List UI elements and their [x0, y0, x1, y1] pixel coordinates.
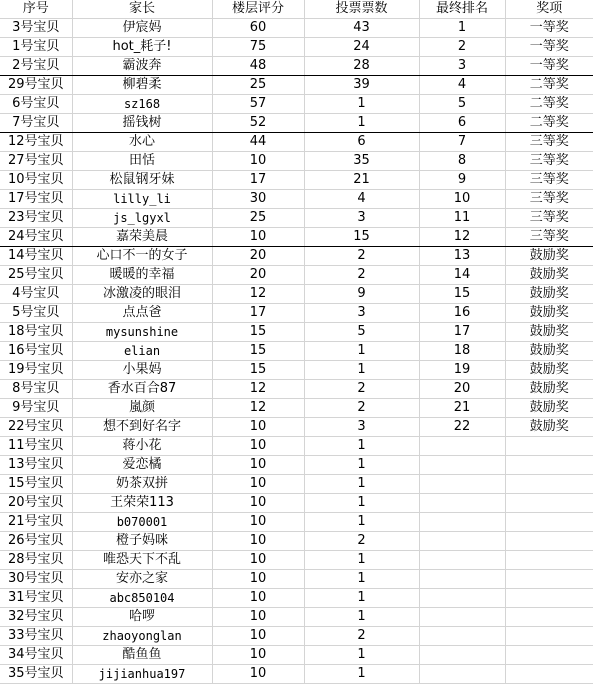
cell-parent[interactable]: 摇钱树 [72, 114, 212, 133]
cell-floor-score[interactable]: 12 [212, 285, 304, 304]
cell-floor-score[interactable]: 25 [212, 76, 304, 95]
cell-award[interactable]: 鼓励奖 [505, 323, 593, 342]
cell-award[interactable]: 三等奖 [505, 209, 593, 228]
cell-rank[interactable]: 16 [419, 304, 505, 323]
cell-votes[interactable]: 2 [304, 380, 419, 399]
cell-floor-score[interactable]: 12 [212, 380, 304, 399]
cell-award[interactable]: 三等奖 [505, 171, 593, 190]
cell-parent[interactable]: zhaoyonglan [72, 627, 212, 646]
cell-parent[interactable]: 王荣荣113 [72, 494, 212, 513]
header-row [0, 0, 593, 19]
cell-floor-score[interactable]: 48 [212, 57, 304, 76]
cell-seq[interactable]: 1号宝贝 [0, 38, 72, 57]
cell-seq[interactable]: 31号宝贝 [0, 589, 72, 608]
cell-parent[interactable]: 水心 [72, 133, 212, 152]
cell-parent[interactable]: 田恬 [72, 152, 212, 171]
header-floor-score[interactable]: 楼层评分 [212, 0, 304, 19]
cell-rank[interactable]: 15 [419, 285, 505, 304]
cell-seq[interactable]: 29号宝贝 [0, 76, 72, 95]
cell-rank[interactable]: 11 [419, 209, 505, 228]
cell-rank[interactable] [419, 551, 505, 570]
cell-rank[interactable]: 3 [419, 57, 505, 76]
cell-seq[interactable]: 5号宝贝 [0, 304, 72, 323]
cell-floor-score[interactable]: 10 [212, 513, 304, 532]
table-row [0, 456, 593, 475]
cell-seq[interactable]: 34号宝贝 [0, 646, 72, 665]
cell-votes[interactable]: 1 [304, 456, 419, 475]
cell-votes[interactable]: 28 [304, 57, 419, 76]
cell-rank[interactable] [419, 475, 505, 494]
table-row [0, 380, 593, 399]
cell-parent[interactable]: elian [72, 342, 212, 361]
cell-rank[interactable]: 1 [419, 19, 505, 38]
cell-seq[interactable]: 6号宝贝 [0, 95, 72, 114]
cell-parent[interactable]: 嵐颜 [72, 399, 212, 418]
cell-floor-score[interactable]: 10 [212, 532, 304, 551]
cell-seq[interactable]: 23号宝贝 [0, 209, 72, 228]
cell-seq[interactable]: 14号宝贝 [0, 247, 72, 266]
cell-votes[interactable]: 1 [304, 95, 419, 114]
cell-votes[interactable]: 9 [304, 285, 419, 304]
cell-seq[interactable]: 27号宝贝 [0, 152, 72, 171]
cell-award[interactable]: 二等奖 [505, 114, 593, 133]
table-row [0, 228, 593, 247]
cell-votes[interactable]: 2 [304, 399, 419, 418]
table-row [0, 171, 593, 190]
cell-seq[interactable]: 4号宝贝 [0, 285, 72, 304]
cell-seq[interactable]: 12号宝贝 [0, 133, 72, 152]
cell-seq[interactable]: 21号宝贝 [0, 513, 72, 532]
cell-award[interactable]: 三等奖 [505, 133, 593, 152]
table-row [0, 570, 593, 589]
cell-award[interactable]: 鼓励奖 [505, 266, 593, 285]
cell-floor-score[interactable]: 10 [212, 228, 304, 247]
table-row [0, 247, 593, 266]
cell-rank[interactable]: 8 [419, 152, 505, 171]
cell-votes[interactable]: 2 [304, 532, 419, 551]
cell-floor-score[interactable]: 10 [212, 437, 304, 456]
cell-rank[interactable]: 4 [419, 76, 505, 95]
cell-votes[interactable]: 2 [304, 266, 419, 285]
cell-rank[interactable] [419, 532, 505, 551]
cell-floor-score[interactable]: 10 [212, 646, 304, 665]
cell-votes[interactable]: 1 [304, 570, 419, 589]
table-row [0, 152, 593, 171]
cell-floor-score[interactable]: 15 [212, 342, 304, 361]
cell-votes[interactable]: 6 [304, 133, 419, 152]
cell-award[interactable] [505, 589, 593, 608]
cell-rank[interactable]: 22 [419, 418, 505, 437]
cell-parent[interactable]: mysunshine [72, 323, 212, 342]
cell-award[interactable]: 二等奖 [505, 95, 593, 114]
cell-floor-score[interactable]: 10 [212, 475, 304, 494]
table-row [0, 342, 593, 361]
table-row [0, 209, 593, 228]
table-row [0, 437, 593, 456]
table-row [0, 399, 593, 418]
table-row [0, 532, 593, 551]
cell-parent[interactable]: 点点爸 [72, 304, 212, 323]
cell-seq[interactable]: 35号宝贝 [0, 665, 72, 684]
cell-parent[interactable]: 暖暖的幸福 [72, 266, 212, 285]
cell-rank[interactable] [419, 608, 505, 627]
cell-seq[interactable]: 22号宝贝 [0, 418, 72, 437]
cell-parent[interactable]: 安亦之家 [72, 570, 212, 589]
cell-award[interactable]: 鼓励奖 [505, 361, 593, 380]
cell-award[interactable]: 鼓励奖 [505, 304, 593, 323]
cell-seq[interactable]: 10号宝贝 [0, 171, 72, 190]
table-row [0, 57, 593, 76]
cell-floor-score[interactable]: 75 [212, 38, 304, 57]
cell-parent[interactable]: 酷鱼鱼 [72, 646, 212, 665]
table-row [0, 190, 593, 209]
cell-award[interactable]: 三等奖 [505, 152, 593, 171]
cell-seq[interactable]: 11号宝贝 [0, 437, 72, 456]
cell-votes[interactable]: 1 [304, 665, 419, 684]
cell-votes[interactable]: 21 [304, 171, 419, 190]
cell-parent[interactable]: 冰激凌的眼泪 [72, 285, 212, 304]
cell-floor-score[interactable]: 10 [212, 570, 304, 589]
cell-votes[interactable]: 1 [304, 494, 419, 513]
cell-rank[interactable]: 13 [419, 247, 505, 266]
cell-floor-score[interactable]: 17 [212, 171, 304, 190]
cell-seq[interactable]: 9号宝贝 [0, 399, 72, 418]
cell-floor-score[interactable]: 15 [212, 361, 304, 380]
cell-parent[interactable]: abc850104 [72, 589, 212, 608]
cell-rank[interactable] [419, 627, 505, 646]
cell-parent[interactable]: 心口不一的女子 [72, 247, 212, 266]
cell-rank[interactable]: 17 [419, 323, 505, 342]
cell-floor-score[interactable]: 60 [212, 19, 304, 38]
cell-floor-score[interactable]: 30 [212, 190, 304, 209]
cell-rank[interactable] [419, 589, 505, 608]
table-row [0, 608, 593, 627]
cell-award[interactable]: 三等奖 [505, 190, 593, 209]
cell-seq[interactable]: 30号宝贝 [0, 570, 72, 589]
cell-floor-score[interactable]: 10 [212, 456, 304, 475]
cell-seq[interactable]: 28号宝贝 [0, 551, 72, 570]
cell-award[interactable] [505, 456, 593, 475]
cell-parent[interactable]: 嘉荣美晨 [72, 228, 212, 247]
cell-votes[interactable]: 1 [304, 437, 419, 456]
table-row [0, 285, 593, 304]
cell-floor-score[interactable]: 20 [212, 266, 304, 285]
cell-seq[interactable]: 17号宝贝 [0, 190, 72, 209]
cell-parent[interactable]: jijianhua197 [72, 665, 212, 684]
cell-votes[interactable]: 43 [304, 19, 419, 38]
table-row [0, 665, 593, 684]
cell-rank[interactable]: 6 [419, 114, 505, 133]
cell-rank[interactable]: 5 [419, 95, 505, 114]
cell-parent[interactable]: 奶茶双拼 [72, 475, 212, 494]
table-row [0, 494, 593, 513]
cell-votes[interactable]: 4 [304, 190, 419, 209]
cell-floor-score[interactable]: 10 [212, 627, 304, 646]
cell-award[interactable]: 鼓励奖 [505, 380, 593, 399]
cell-floor-score[interactable]: 10 [212, 589, 304, 608]
table-row [0, 589, 593, 608]
cell-award[interactable] [505, 608, 593, 627]
cell-votes[interactable]: 3 [304, 418, 419, 437]
table-row [0, 627, 593, 646]
cell-award[interactable] [505, 532, 593, 551]
cell-rank[interactable]: 7 [419, 133, 505, 152]
header-seq[interactable]: 序号 [0, 0, 72, 19]
cell-award[interactable] [505, 437, 593, 456]
table-row [0, 95, 593, 114]
cell-parent[interactable]: 爱恋橘 [72, 456, 212, 475]
cell-seq[interactable]: 8号宝贝 [0, 380, 72, 399]
cell-floor-score[interactable]: 25 [212, 209, 304, 228]
cell-floor-score[interactable]: 10 [212, 665, 304, 684]
cell-rank[interactable]: 10 [419, 190, 505, 209]
cell-floor-score[interactable]: 10 [212, 418, 304, 437]
cell-votes[interactable]: 35 [304, 152, 419, 171]
cell-votes[interactable]: 1 [304, 513, 419, 532]
cell-rank[interactable]: 19 [419, 361, 505, 380]
cell-floor-score[interactable]: 15 [212, 323, 304, 342]
cell-votes[interactable]: 3 [304, 304, 419, 323]
cell-rank[interactable] [419, 456, 505, 475]
cell-rank[interactable] [419, 665, 505, 684]
cell-votes[interactable]: 2 [304, 627, 419, 646]
cell-award[interactable]: 三等奖 [505, 228, 593, 247]
cell-rank[interactable]: 18 [419, 342, 505, 361]
header-award[interactable]: 奖项 [505, 0, 593, 19]
header-parent[interactable]: 家长 [72, 0, 212, 19]
cell-seq[interactable]: 24号宝贝 [0, 228, 72, 247]
cell-parent[interactable]: 香水百合87 [72, 380, 212, 399]
cell-votes[interactable]: 15 [304, 228, 419, 247]
cell-parent[interactable]: lilly_li [72, 190, 212, 209]
cell-parent[interactable]: b070001 [72, 513, 212, 532]
cell-award[interactable]: 鼓励奖 [505, 285, 593, 304]
cell-award[interactable] [505, 551, 593, 570]
cell-award[interactable]: 一等奖 [505, 57, 593, 76]
cell-rank[interactable]: 12 [419, 228, 505, 247]
table-row [0, 646, 593, 665]
table-row [0, 323, 593, 342]
cell-award[interactable] [505, 627, 593, 646]
cell-award[interactable] [505, 513, 593, 532]
cell-seq[interactable]: 2号宝贝 [0, 57, 72, 76]
cell-rank[interactable] [419, 570, 505, 589]
cell-award[interactable]: 一等奖 [505, 19, 593, 38]
table-row [0, 266, 593, 285]
cell-votes[interactable]: 1 [304, 589, 419, 608]
cell-seq[interactable]: 18号宝贝 [0, 323, 72, 342]
cell-seq[interactable]: 26号宝贝 [0, 532, 72, 551]
cell-floor-score[interactable]: 10 [212, 152, 304, 171]
table-row [0, 38, 593, 57]
table-row [0, 133, 593, 152]
cell-votes[interactable]: 1 [304, 646, 419, 665]
cell-parent[interactable]: 橙子妈咪 [72, 532, 212, 551]
cell-seq[interactable]: 32号宝贝 [0, 608, 72, 627]
cell-votes[interactable]: 1 [304, 361, 419, 380]
cell-award[interactable] [505, 494, 593, 513]
cell-seq[interactable]: 16号宝贝 [0, 342, 72, 361]
cell-parent[interactable]: 唯恐天下不乱 [72, 551, 212, 570]
cell-floor-score[interactable]: 52 [212, 114, 304, 133]
cell-rank[interactable]: 20 [419, 380, 505, 399]
table-row [0, 304, 593, 323]
cell-votes[interactable]: 1 [304, 114, 419, 133]
cell-parent[interactable]: 想不到好名字 [72, 418, 212, 437]
table-row [0, 475, 593, 494]
cell-award[interactable]: 一等奖 [505, 38, 593, 57]
cell-seq[interactable]: 13号宝贝 [0, 456, 72, 475]
cell-floor-score[interactable]: 17 [212, 304, 304, 323]
cell-award[interactable] [505, 665, 593, 684]
table-row [0, 76, 593, 95]
cell-seq[interactable]: 20号宝贝 [0, 494, 72, 513]
cell-rank[interactable] [419, 646, 505, 665]
cell-parent[interactable]: hot_耗子! [72, 38, 212, 57]
header-rank[interactable]: 最终排名 [419, 0, 505, 19]
cell-rank[interactable] [419, 494, 505, 513]
table-row [0, 513, 593, 532]
cell-rank[interactable] [419, 437, 505, 456]
cell-award[interactable]: 鼓励奖 [505, 418, 593, 437]
cell-floor-score[interactable]: 20 [212, 247, 304, 266]
table-row [0, 114, 593, 133]
cell-award[interactable]: 鼓励奖 [505, 399, 593, 418]
cell-votes[interactable]: 5 [304, 323, 419, 342]
cell-seq[interactable]: 33号宝贝 [0, 627, 72, 646]
cell-seq[interactable]: 7号宝贝 [0, 114, 72, 133]
cell-parent[interactable]: sz168 [72, 95, 212, 114]
cell-rank[interactable]: 2 [419, 38, 505, 57]
header-votes[interactable]: 投票票数 [304, 0, 419, 19]
cell-award[interactable] [505, 475, 593, 494]
cell-rank[interactable]: 9 [419, 171, 505, 190]
cell-votes[interactable]: 1 [304, 342, 419, 361]
cell-votes[interactable]: 24 [304, 38, 419, 57]
cell-award[interactable] [505, 570, 593, 589]
cell-parent[interactable]: 蒋小花 [72, 437, 212, 456]
cell-floor-score[interactable]: 57 [212, 95, 304, 114]
cell-floor-score[interactable]: 44 [212, 133, 304, 152]
cell-votes[interactable]: 1 [304, 551, 419, 570]
cell-seq[interactable]: 19号宝贝 [0, 361, 72, 380]
cell-floor-score[interactable]: 12 [212, 399, 304, 418]
table-row [0, 551, 593, 570]
cell-parent[interactable]: js_lgyxl [72, 209, 212, 228]
cell-seq[interactable]: 25号宝贝 [0, 266, 72, 285]
cell-parent[interactable]: 小果妈 [72, 361, 212, 380]
cell-votes[interactable]: 1 [304, 608, 419, 627]
cell-seq[interactable]: 15号宝贝 [0, 475, 72, 494]
cell-floor-score[interactable]: 10 [212, 551, 304, 570]
table-row [0, 361, 593, 380]
cell-rank[interactable] [419, 513, 505, 532]
cell-votes[interactable]: 39 [304, 76, 419, 95]
cell-votes[interactable]: 1 [304, 475, 419, 494]
cell-parent[interactable]: 哈啰 [72, 608, 212, 627]
table-row [0, 418, 593, 437]
cell-parent[interactable]: 柳碧柔 [72, 76, 212, 95]
cell-parent[interactable]: 霸波奔 [72, 57, 212, 76]
cell-award[interactable]: 鼓励奖 [505, 247, 593, 266]
cell-parent[interactable]: 伊宸妈 [72, 19, 212, 38]
cell-floor-score[interactable]: 10 [212, 608, 304, 627]
table-row [0, 19, 593, 38]
cell-seq[interactable]: 3号宝贝 [0, 19, 72, 38]
cell-votes[interactable]: 2 [304, 247, 419, 266]
cell-award[interactable]: 鼓励奖 [505, 342, 593, 361]
cell-parent[interactable]: 松鼠钢牙妹 [72, 171, 212, 190]
cell-award[interactable] [505, 646, 593, 665]
cell-floor-score[interactable]: 10 [212, 494, 304, 513]
cell-award[interactable]: 二等奖 [505, 76, 593, 95]
cell-votes[interactable]: 3 [304, 209, 419, 228]
cell-rank[interactable]: 14 [419, 266, 505, 285]
cell-rank[interactable]: 21 [419, 399, 505, 418]
